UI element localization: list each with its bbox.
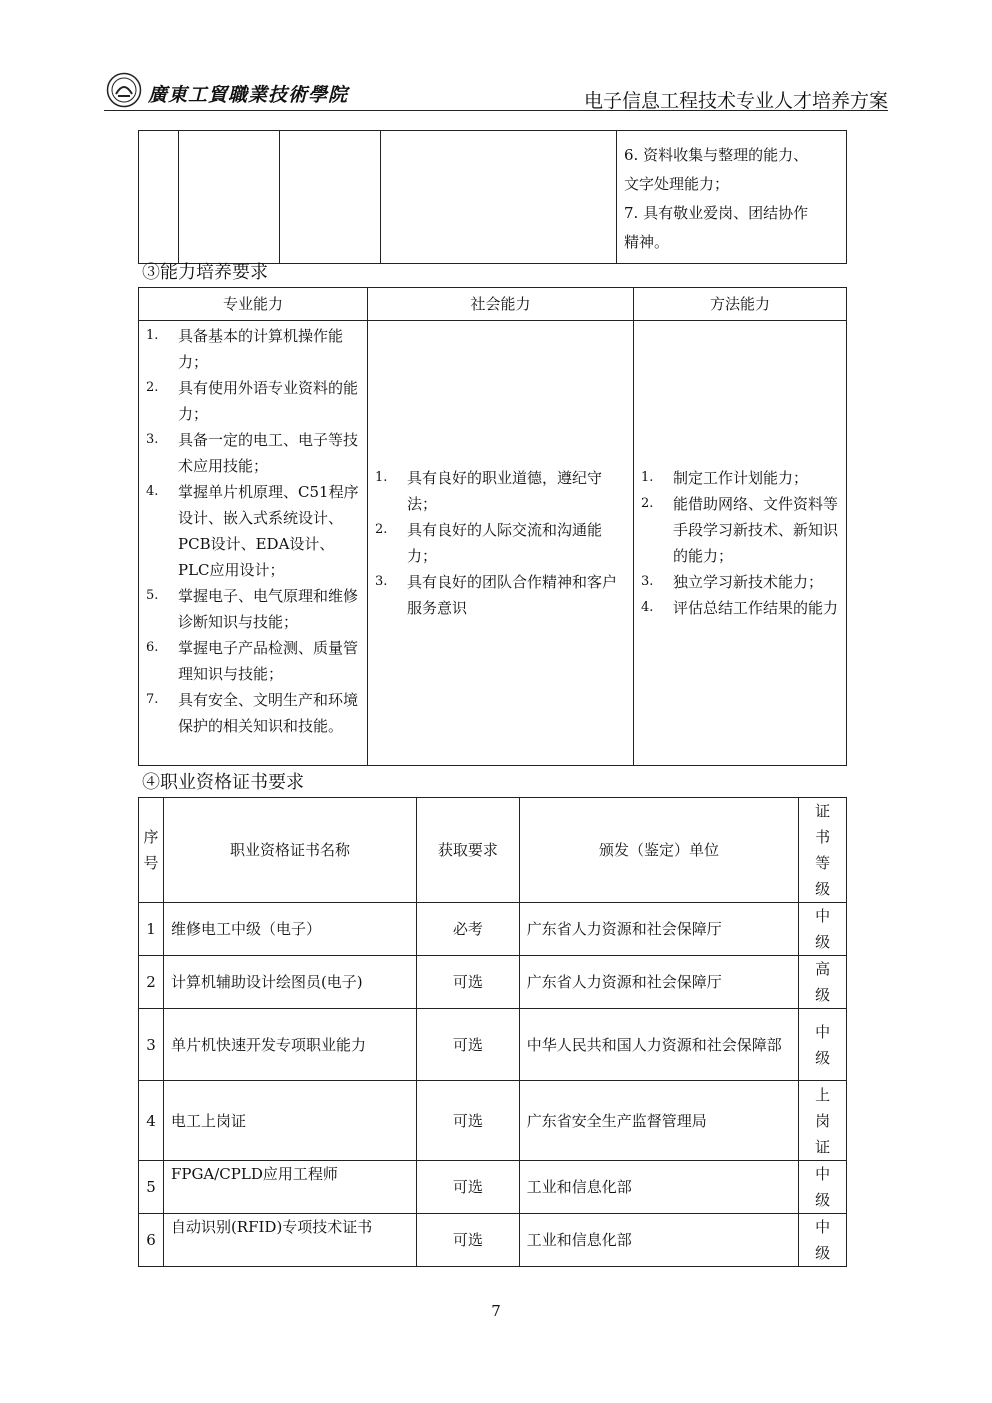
table-cell-name: 维修电工中级（电子） bbox=[163, 903, 416, 956]
table-cell-issuer: 广东省人力资源和社会保障厅 bbox=[519, 903, 799, 956]
table-cell-name: 单片机快速开发专项职业能力 bbox=[163, 1009, 416, 1081]
table-row bbox=[139, 956, 847, 1009]
table-row bbox=[139, 1081, 847, 1161]
list-item bbox=[146, 427, 360, 479]
table-row bbox=[139, 1214, 847, 1267]
table-cell bbox=[139, 131, 179, 264]
table-cell-level: 中级 bbox=[799, 1009, 847, 1081]
school-logo-icon bbox=[106, 72, 142, 108]
page-number: 7 bbox=[491, 1302, 501, 1320]
table-cell bbox=[280, 131, 381, 264]
table-cell-name: FPGA/CPLD应用工程师 bbox=[163, 1161, 416, 1214]
text-line: 7. 具有敬业爱岗、团结协作 bbox=[624, 204, 809, 222]
table-cell-req: 可选 bbox=[417, 1214, 520, 1267]
list-item bbox=[146, 583, 360, 635]
table-cell-issuer: 广东省安全生产监督管理局 bbox=[519, 1081, 799, 1161]
table-cell-issuer: 工业和信息化部 bbox=[519, 1214, 799, 1267]
table-cell-no: 4 bbox=[139, 1081, 164, 1161]
item-number: 4. bbox=[146, 484, 159, 499]
table-row bbox=[139, 1161, 847, 1214]
item-number: 1. bbox=[375, 470, 388, 485]
text-line: 6. 资料收集与整理的能力、 bbox=[624, 146, 809, 164]
table-cell-name: 电工上岗证 bbox=[163, 1081, 416, 1161]
item-text: 掌握电子产品检测、质量管理知识与技能； bbox=[178, 639, 359, 683]
item-number: 3. bbox=[641, 574, 654, 589]
list-item bbox=[641, 569, 839, 595]
item-text: 评估总结工作结果的能力 bbox=[673, 599, 839, 617]
section-title: ④职业资格证书要求 bbox=[142, 772, 304, 793]
item-text: 掌握单片机原理、C51程序设计、嵌入式系统设计、PCB设计、EDA设计、PLC应用设计； bbox=[178, 483, 359, 579]
item-text: 具备一定的电工、电子等技术应用技能； bbox=[178, 431, 359, 475]
text-line: 精神。 bbox=[624, 233, 670, 251]
table-cell-name: 计算机辅助设计绘图员(电子) bbox=[163, 956, 416, 1009]
table-cell-no: 2 bbox=[139, 956, 164, 1009]
section-title: ③能力培养要求 bbox=[142, 262, 268, 283]
table-cell-req: 可选 bbox=[417, 1081, 520, 1161]
item-text: 具有良好的职业道德，遵纪守法； bbox=[407, 469, 603, 513]
social-ability-list bbox=[375, 465, 626, 621]
item-text: 具有良好的团队合作精神和客户服务意识 bbox=[407, 573, 618, 617]
table-cell-req: 可选 bbox=[417, 1009, 520, 1081]
table-cell bbox=[179, 131, 280, 264]
table-cell bbox=[381, 131, 617, 264]
column-header: 社会能力 bbox=[368, 288, 634, 321]
table-cell-level: 中级 bbox=[799, 1214, 847, 1267]
text-line: 文字处理能力； bbox=[624, 175, 730, 193]
table-cell-name: 自动识别(RFID)专项技术证书 bbox=[163, 1214, 416, 1267]
table-cell-req: 可选 bbox=[417, 1161, 520, 1214]
list-item bbox=[641, 491, 839, 569]
table-cell-req: 必考 bbox=[417, 903, 520, 956]
certificate-table bbox=[138, 797, 847, 1267]
item-number: 2. bbox=[641, 496, 654, 511]
page-header bbox=[104, 70, 888, 111]
table-cell-no: 3 bbox=[139, 1009, 164, 1081]
list-item bbox=[146, 375, 360, 427]
item-number: 1. bbox=[641, 470, 654, 485]
column-header: 获取要求 bbox=[417, 798, 520, 903]
item-text: 具有良好的人际交流和沟通能力； bbox=[407, 521, 603, 565]
item-text: 能借助网络、文件资料等手段学习新技术、新知识的能力； bbox=[673, 495, 839, 565]
table-cell-level: 上岗证 bbox=[799, 1081, 847, 1161]
column-header: 方法能力 bbox=[634, 288, 847, 321]
table-cell-no: 6 bbox=[139, 1214, 164, 1267]
table-cell-level: 中级 bbox=[799, 1161, 847, 1214]
table-cell-no: 5 bbox=[139, 1161, 164, 1214]
list-item bbox=[375, 517, 626, 569]
item-number: 2. bbox=[146, 380, 159, 395]
table-row bbox=[139, 903, 847, 956]
list-item bbox=[375, 465, 626, 517]
table-cell-no: 1 bbox=[139, 903, 164, 956]
item-number: 6. bbox=[146, 640, 159, 655]
social-ability-cell bbox=[368, 321, 634, 766]
item-number: 5. bbox=[146, 588, 159, 603]
professional-ability-cell bbox=[139, 321, 368, 766]
method-ability-list bbox=[641, 465, 839, 621]
table-cell-req: 可选 bbox=[417, 956, 520, 1009]
item-number: 4. bbox=[641, 600, 654, 615]
item-text: 具有使用外语专业资料的能力； bbox=[178, 379, 359, 423]
column-header: 专业能力 bbox=[139, 288, 368, 321]
list-item bbox=[641, 595, 839, 621]
item-text: 具有安全、文明生产和环境保护的相关知识和技能。 bbox=[178, 691, 359, 735]
school-name: 廣東工貿職業技術學院 bbox=[148, 84, 349, 106]
document-title: 电子信息工程技术专业人才培养方案 bbox=[583, 90, 888, 112]
list-item bbox=[146, 479, 360, 583]
list-item bbox=[146, 687, 360, 739]
table-cell-level: 高级 bbox=[799, 956, 847, 1009]
table-cell-issuer: 工业和信息化部 bbox=[519, 1161, 799, 1214]
list-item bbox=[146, 635, 360, 687]
method-ability-cell bbox=[634, 321, 847, 766]
item-number: 7. bbox=[146, 692, 159, 707]
list-item bbox=[146, 323, 360, 375]
item-text: 独立学习新技术能力； bbox=[673, 573, 824, 591]
list-item bbox=[641, 465, 839, 491]
table-cell-level: 中级 bbox=[799, 903, 847, 956]
item-text: 制定工作计划能力； bbox=[673, 469, 809, 487]
item-number: 1. bbox=[146, 328, 159, 343]
item-text: 掌握电子、电气原理和维修诊断知识与技能； bbox=[178, 587, 359, 631]
list-item bbox=[375, 569, 626, 621]
table-row bbox=[139, 1009, 847, 1081]
item-number: 3. bbox=[375, 574, 388, 589]
column-header: 序号 bbox=[139, 798, 164, 903]
column-header: 职业资格证书名称 bbox=[163, 798, 416, 903]
professional-ability-list bbox=[146, 323, 360, 739]
column-header: 证书等级 bbox=[799, 798, 847, 903]
ability-table bbox=[138, 287, 847, 766]
item-text: 具备基本的计算机操作能力； bbox=[178, 327, 344, 371]
item-number: 2. bbox=[375, 522, 388, 537]
item-number: 3. bbox=[146, 432, 159, 447]
table-cell-issuer: 中华人民共和国人力资源和社会保障部 bbox=[519, 1009, 799, 1081]
table-cell-issuer: 广东省人力资源和社会保障厅 bbox=[519, 956, 799, 1009]
table-cell bbox=[617, 131, 847, 264]
column-header: 颁发（鉴定）单位 bbox=[519, 798, 799, 903]
continued-table bbox=[138, 130, 847, 264]
